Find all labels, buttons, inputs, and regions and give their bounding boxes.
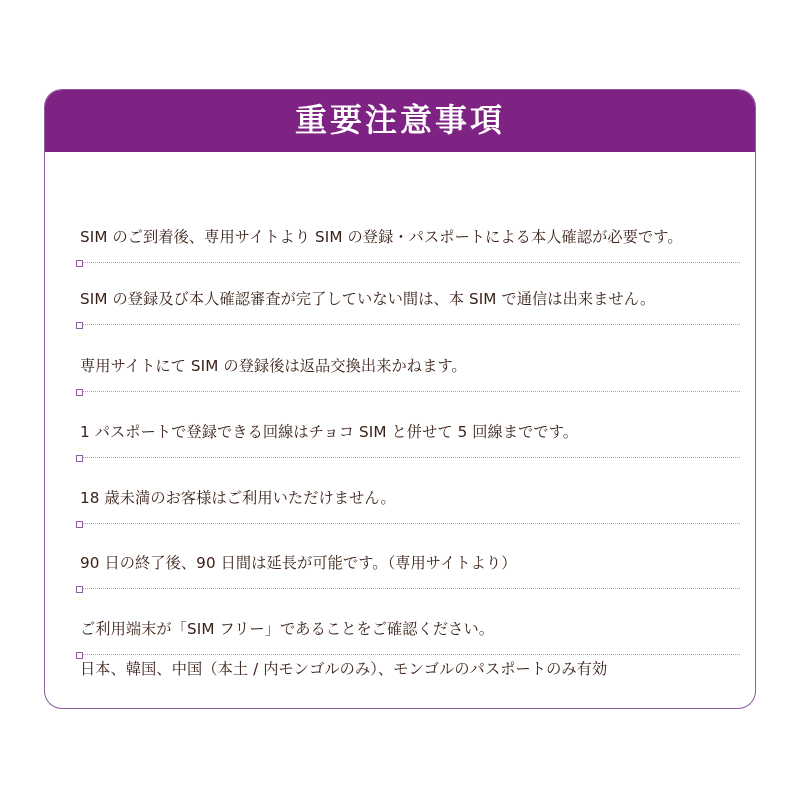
list-item [80, 392, 740, 458]
notice-list [45, 90, 755, 708]
notice-text: 1 パスポートで登録できる回線はチョコ SIM と併せて 5 回線までです。 [80, 422, 579, 441]
notice-text: SIM の登録及び本人確認審査が完了していない間は、本 SIM で通信は出来ません。 [80, 289, 656, 308]
important-notice-card [44, 89, 756, 709]
list-item [80, 259, 740, 325]
dotted-divider [80, 324, 740, 325]
list-item [80, 326, 740, 392]
page-title: 重要注意事項 [294, 101, 505, 139]
notice-text: 日本、韓国、中国（本土 / 内モンゴルのみ）、モンゴルのパスポートのみ有効 [80, 659, 608, 678]
list-item [80, 629, 740, 695]
notice-text: 18 歳未満のお客様はご利用いただけません。 [80, 488, 396, 507]
notice-text: SIM のご到着後、専用サイトより SIM の登録・パスポートによる本人確認が必要です。 [80, 227, 683, 246]
list-item [80, 458, 740, 524]
notice-text: ご利用端末が「SIM フリー」であることをご確認ください。 [80, 619, 495, 638]
notice-text: 90 日の終了後、90 日間は延長が可能です。（専用サイトより） [80, 553, 517, 572]
list-item [80, 197, 740, 263]
list-item [80, 523, 740, 589]
notice-text: 専用サイトにて SIM の登録後は返品交換出来かねます。 [80, 356, 467, 375]
